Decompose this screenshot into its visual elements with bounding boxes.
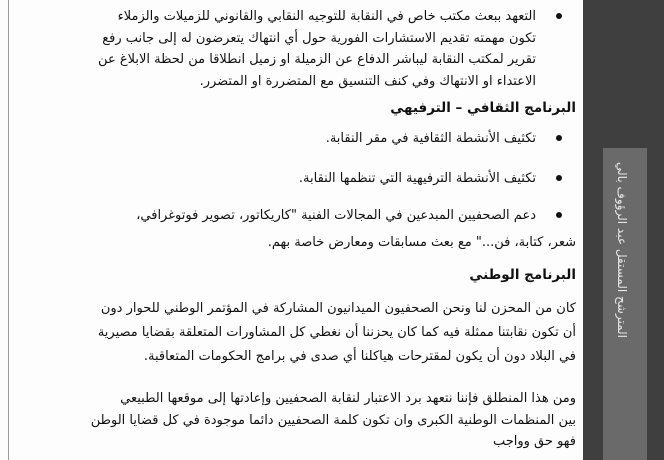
bullet-line: التعهد ببعث مكتب خاص في النقابة للتوجيه النقابي والقانوني للزميلات والزملاء [117,9,536,24]
cultural-heading: البرنامج الثقافي – الترفيهي [390,100,576,116]
bullet-line: تقرير لمكتب النقابة ليباشر الدفاع عن الزميلة او زميل انطلاقا من لحظة الابلاغ عن [98,52,536,67]
paragraph-line: ومن هذا المنطلق فإننا نتعهد برد الاعتبار لنقابة الصحفيين وإعادتها إلى موقعها الطبيعي [120,391,576,406]
bullet-icon [556,13,562,19]
candidate-name-label: المترشح المستقل عبد الرؤوف بالي [615,162,629,339]
national-heading: البرنامج الوطني [469,267,576,283]
bullet-icon [556,212,562,218]
right-sidebar [583,0,664,460]
bullet-icon [556,175,562,181]
list-item-text: دعم الصحفيين المبدعين في المجالات الفنية "كاريكاتور، تصوير فوتوغرافي، [136,208,536,223]
list-item-text: تكثيف الأنشطة الترفيهية التي تنظمها النقابة. [298,171,536,186]
list-item [20,128,580,150]
list-item [20,6,580,28]
cultural-continuation: شعر، كتابة، فن..." مع بعث مسابقات ومعارض خاصة بهم. [267,235,576,250]
left-border-line [8,0,9,460]
paragraph-line: فهو حق وواجب [492,434,576,449]
cultural-item-1 [20,128,580,150]
paragraph-line: في البلاد دون أن يكون لمقترحات هياكلنا أي صدى في برامج الحكومات المتعاقبة. [143,349,576,364]
bullet-line: الاعتداء او الانتهاك وفي كنف التنسيق مع المتضررة او المتضرر. [199,73,536,89]
section1-bullet [20,6,580,92]
list-item [20,205,580,227]
document-content [20,0,580,460]
paragraph-line: كان من المحزن لنا ونحن الصحفيون الميدانيون المشاركة في المؤتمر الوطني للحوار دون [100,301,576,316]
bullet-line: تكون مهمته تقديم الاستشارات الفورية حول أي انتهاك يتعرضون له إلى جانب رفع [102,30,536,46]
cultural-item-3 [20,205,580,227]
cultural-item-2 [20,168,580,190]
national-paragraph-2 [20,388,580,453]
national-paragraph-1 [20,297,580,369]
paragraph-line: بين المنظمات الوطنية الكبرى وان تكون كلمة الصحفيين دائما موجودة في كل قضايا الوطن [90,412,576,428]
paragraph-line: أن تكون نقابتنا ممثلة فيه كما كان يحزننا أن نغطي كل المشاورات المتعلقة بقضايا مصيرية [97,325,576,340]
list-item [20,168,580,190]
bullet-icon [556,135,562,141]
list-item-text: تكثيف الأنشطة الثقافية في مقر النقابة. [325,131,536,146]
